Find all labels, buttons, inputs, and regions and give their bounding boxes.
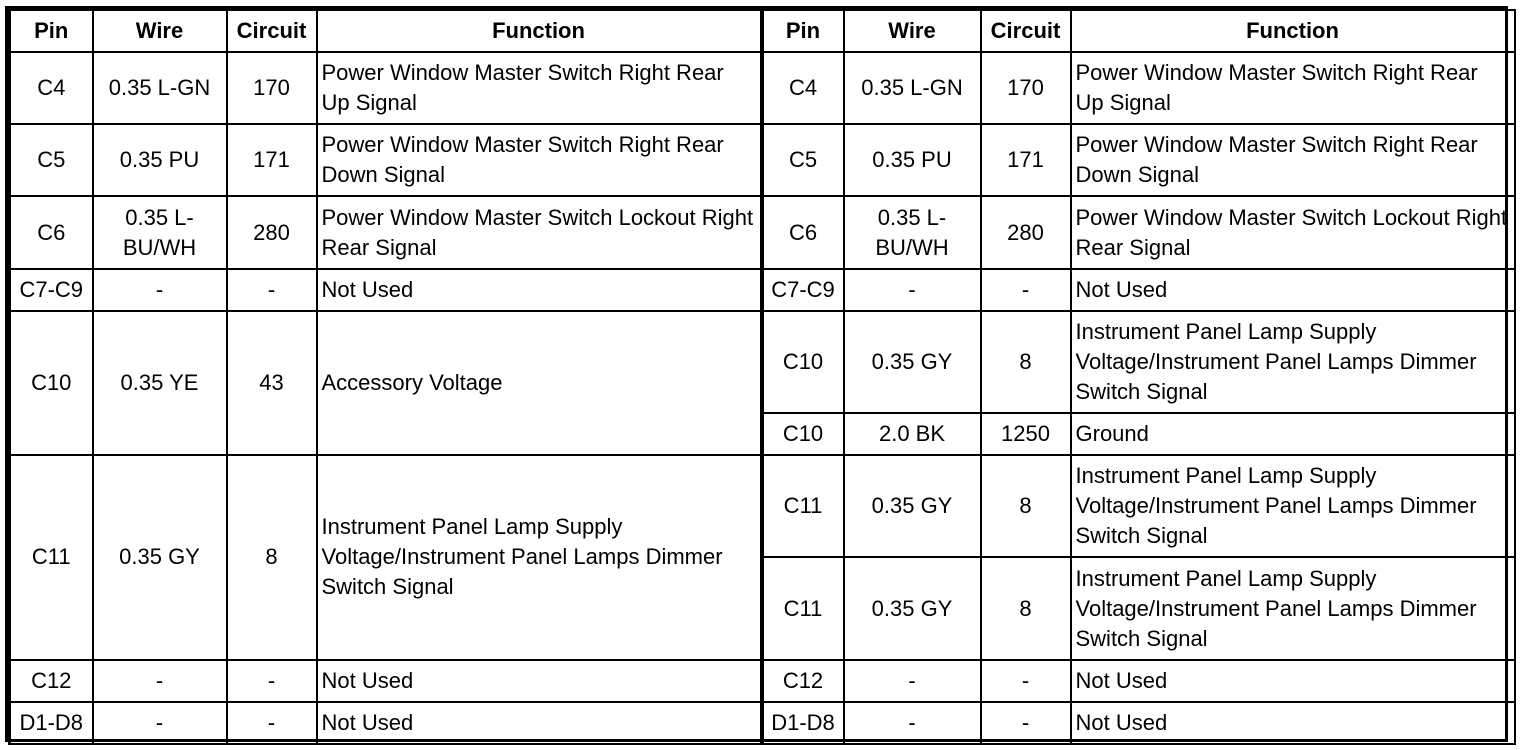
circuit-cell: -	[227, 660, 317, 702]
pin-cell: C11	[763, 557, 844, 659]
table-row	[763, 124, 1515, 196]
table-row	[763, 311, 1515, 413]
circuit-cell: 1250	[981, 413, 1071, 455]
circuit-cell: 280	[981, 196, 1071, 268]
circuit-cell: 8	[981, 455, 1071, 557]
pin-cell: C4	[10, 52, 93, 124]
function-cell: Accessory Voltage	[317, 311, 761, 455]
wire-cell: -	[93, 269, 227, 311]
table-row	[763, 413, 1515, 455]
function-cell: Instrument Panel Lamp Supply Voltage/Instrument Panel Lamps Dimmer Switch Signal	[1071, 455, 1515, 557]
wire-cell: 0.35 GY	[844, 311, 981, 413]
header-pin: Pin	[763, 10, 844, 52]
pin-cell: C10	[763, 311, 844, 413]
function-cell: Power Window Master Switch Right Rear Down Signal	[1071, 124, 1515, 196]
pin-cell: C5	[10, 124, 93, 196]
header-wire: Wire	[844, 10, 981, 52]
circuit-cell: -	[981, 660, 1071, 702]
circuit-cell: -	[227, 702, 317, 744]
circuit-cell: 171	[981, 124, 1071, 196]
wire-cell: 0.35 GY	[93, 455, 227, 660]
circuit-cell: 8	[227, 455, 317, 660]
wire-cell: -	[93, 660, 227, 702]
function-cell: Not Used	[1071, 269, 1515, 311]
header-circuit: Circuit	[981, 10, 1071, 52]
function-cell: Not Used	[1071, 702, 1515, 744]
wire-cell: 0.35 GY	[844, 455, 981, 557]
wire-cell: 0.35 PU	[93, 124, 227, 196]
function-cell: Power Window Master Switch Right Rear Up Signal	[317, 52, 761, 124]
table-row	[10, 702, 761, 744]
table-row	[763, 196, 1515, 268]
header-row	[10, 10, 761, 52]
right-pin-table	[762, 9, 1516, 745]
table-row	[763, 660, 1515, 702]
wire-cell: 0.35 YE	[93, 311, 227, 455]
wire-cell: 0.35 L-BU/WH	[844, 196, 981, 268]
function-cell: Instrument Panel Lamp Supply Voltage/Instrument Panel Lamps Dimmer Switch Signal	[1071, 311, 1515, 413]
pin-cell: C6	[763, 196, 844, 268]
function-cell: Power Window Master Switch Right Rear Up Signal	[1071, 52, 1515, 124]
function-cell: Power Window Master Switch Lockout Right Rear Signal	[317, 196, 761, 268]
connector-pinout-table	[5, 6, 1508, 742]
table-row	[10, 269, 761, 311]
wire-cell: 0.35 L-BU/WH	[93, 196, 227, 268]
function-cell: Ground	[1071, 413, 1515, 455]
circuit-cell: 171	[227, 124, 317, 196]
function-cell: Instrument Panel Lamp Supply Voltage/Instrument Panel Lamps Dimmer Switch Signal	[1071, 557, 1515, 659]
pin-cell: C11	[763, 455, 844, 557]
function-cell: Not Used	[1071, 660, 1515, 702]
function-cell: Not Used	[317, 660, 761, 702]
pin-cell: C11	[10, 455, 93, 660]
table-row	[10, 660, 761, 702]
pin-cell: C7-C9	[10, 269, 93, 311]
function-cell: Power Window Master Switch Right Rear Down Signal	[317, 124, 761, 196]
wire-cell: 0.35 L-GN	[93, 52, 227, 124]
circuit-cell: 280	[227, 196, 317, 268]
pin-cell: C10	[10, 311, 93, 455]
circuit-cell: -	[227, 269, 317, 311]
pin-cell: D1-D8	[10, 702, 93, 744]
pin-cell: C5	[763, 124, 844, 196]
wire-cell: -	[844, 702, 981, 744]
wire-cell: -	[844, 660, 981, 702]
function-cell: Power Window Master Switch Lockout Right Rear Signal	[1071, 196, 1515, 268]
pin-cell: C6	[10, 196, 93, 268]
table-row	[763, 557, 1515, 659]
header-wire: Wire	[93, 10, 227, 52]
table-row	[763, 52, 1515, 124]
wire-cell: 0.35 PU	[844, 124, 981, 196]
table-row	[763, 702, 1515, 744]
wire-cell: 0.35 GY	[844, 557, 981, 659]
pin-cell: D1-D8	[763, 702, 844, 744]
table-row	[763, 269, 1515, 311]
wire-cell: 2.0 BK	[844, 413, 981, 455]
circuit-cell: 43	[227, 311, 317, 455]
table-row	[763, 455, 1515, 557]
circuit-cell: -	[981, 702, 1071, 744]
header-function: Function	[317, 10, 761, 52]
pin-cell: C12	[763, 660, 844, 702]
table-row	[10, 124, 761, 196]
circuit-cell: 8	[981, 557, 1071, 659]
function-cell: Not Used	[317, 702, 761, 744]
table-row	[10, 311, 761, 455]
header-circuit: Circuit	[227, 10, 317, 52]
pin-cell: C7-C9	[763, 269, 844, 311]
wire-cell: -	[844, 269, 981, 311]
wire-cell: -	[93, 702, 227, 744]
function-cell: Not Used	[317, 269, 761, 311]
circuit-cell: 170	[227, 52, 317, 124]
table-row	[10, 52, 761, 124]
pin-cell: C4	[763, 52, 844, 124]
wire-cell: 0.35 L-GN	[844, 52, 981, 124]
left-pin-table	[8, 9, 762, 745]
pin-cell: C10	[763, 413, 844, 455]
header-function: Function	[1071, 10, 1515, 52]
function-cell: Instrument Panel Lamp Supply Voltage/Instrument Panel Lamps Dimmer Switch Signal	[317, 455, 761, 660]
table-row	[10, 455, 761, 660]
header-pin: Pin	[10, 10, 93, 52]
circuit-cell: 8	[981, 311, 1071, 413]
circuit-cell: -	[981, 269, 1071, 311]
header-row	[763, 10, 1515, 52]
table-row	[10, 196, 761, 268]
circuit-cell: 170	[981, 52, 1071, 124]
pin-cell: C12	[10, 660, 93, 702]
